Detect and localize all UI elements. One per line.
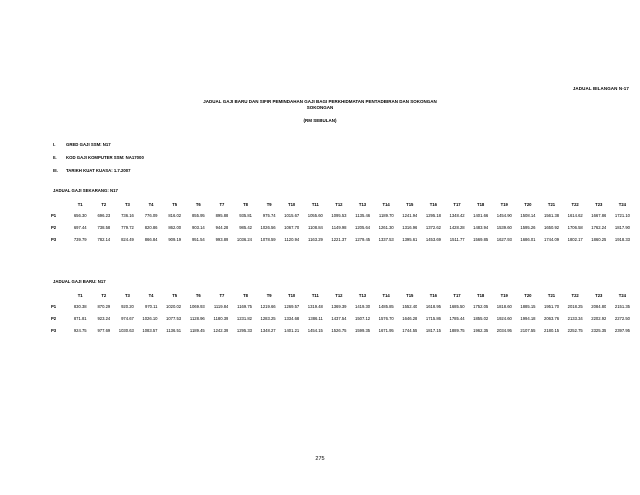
salary-cell: 1618.95 <box>425 303 441 309</box>
salary-cell: 1149.98 <box>331 224 347 230</box>
info-text: GRED GAJI SSM: N17 <box>66 142 111 147</box>
salary-cell: 1026.56 <box>260 224 276 230</box>
row-label: P1 <box>51 303 57 309</box>
row-label: P2 <box>51 315 57 321</box>
salary-cell: 738.58 <box>97 224 111 230</box>
salary-cell: 2252.75 <box>567 327 583 333</box>
salary-cell: 1561.38 <box>543 212 560 218</box>
column-header: T16 <box>429 201 437 207</box>
salary-cell: 1205.64 <box>354 224 371 230</box>
salary-cell: 2202.92 <box>591 315 607 321</box>
salary-cell: 2063.76 <box>543 315 560 321</box>
column-header: T1 <box>77 201 83 207</box>
column-header: T7 <box>219 201 225 207</box>
salary-cell: 2107.55 <box>520 327 536 333</box>
table-header-row <box>51 290 630 300</box>
current-salary-table <box>51 199 630 245</box>
column-header: T10 <box>288 201 296 207</box>
row-label: P3 <box>51 236 57 242</box>
salary-cell: 1295.33 <box>236 327 252 333</box>
info-text: KOD GAJI KOMPUTER SSM: NA17000 <box>66 155 144 160</box>
salary-cell: 870.29 <box>97 303 111 309</box>
column-header: T2 <box>101 292 107 298</box>
document-subtitle: (RM SEBULAN) <box>303 118 337 123</box>
salary-cell: 1667.86 <box>591 212 607 218</box>
salary-cell: 1030.63 <box>118 327 134 333</box>
salary-cell: 871.81 <box>73 315 87 321</box>
column-header: T12 <box>335 201 343 207</box>
column-header: T2 <box>101 201 107 207</box>
salary-cell: 1401.21 <box>284 327 300 333</box>
salary-cell: 1337.53 <box>378 236 394 242</box>
salary-cell: 1511.77 <box>449 236 465 242</box>
header-corner-cell <box>51 199 63 209</box>
salary-cell: 830.38 <box>73 303 87 309</box>
row-label: P3 <box>51 327 57 333</box>
column-header: T17 <box>453 292 461 298</box>
salary-cell: 1055.60 <box>307 212 323 218</box>
salary-cell: 2133.34 <box>567 315 583 321</box>
salary-cell: 1650.92 <box>543 224 560 230</box>
salary-cell: 1189.70 <box>378 212 394 218</box>
column-header: T3 <box>124 201 130 207</box>
column-header: T5 <box>172 292 178 298</box>
column-header: T8 <box>243 292 248 298</box>
salary-cell: 2180.15 <box>543 327 560 333</box>
column-header: T22 <box>571 292 579 298</box>
salary-cell: 1069.93 <box>189 303 205 309</box>
salary-cell: 1744.09 <box>543 236 560 242</box>
salary-cell: 1026.10 <box>142 315 158 321</box>
column-header: T14 <box>382 292 390 298</box>
salary-cell: 1401.66 <box>473 212 489 218</box>
salary-cell: 1951.70 <box>543 303 560 309</box>
salary-cell: 1671.95 <box>378 327 394 333</box>
column-header: T1 <box>77 292 83 298</box>
salary-cell: 1279.45 <box>354 236 371 242</box>
table-row <box>51 209 630 221</box>
table-row <box>51 300 630 312</box>
salary-cell: 1614.62 <box>567 212 583 218</box>
salary-cell: 970.11 <box>145 303 158 309</box>
salary-cell: 816.02 <box>168 212 182 218</box>
salary-cell: 1686.01 <box>520 236 536 242</box>
table-row <box>51 233 630 245</box>
salary-cell: 1348.27 <box>260 327 276 333</box>
salary-cell: 1885.15 <box>520 303 536 309</box>
salary-cell: 1283.25 <box>260 315 276 321</box>
column-header: T11 <box>311 292 319 298</box>
salary-cell: 1526.75 <box>331 327 347 333</box>
column-header: T18 <box>477 201 485 207</box>
salary-cell: 1924.60 <box>496 315 512 321</box>
column-header: T4 <box>148 292 154 298</box>
document-title-line2: SOKONGAN <box>306 105 334 110</box>
salary-cell: 1485.85 <box>378 303 394 309</box>
salary-cell: 1128.96 <box>189 315 205 321</box>
column-header: T21 <box>547 292 556 298</box>
salary-cell: 1508.14 <box>520 212 536 218</box>
salary-cell: 782.14 <box>97 236 111 242</box>
document-title-line1: JADUAL GAJI BARU DAN SIFIR PEMINDAHAN GAJI BAGI PERKHIDMATAN PENTADBIRAN DAN SOKONGAN <box>203 99 437 104</box>
column-header: T20 <box>524 292 532 298</box>
salary-cell: 1599.35 <box>354 327 371 333</box>
salary-cell: 1221.37 <box>331 236 347 242</box>
column-header: T8 <box>243 201 248 207</box>
salary-cell: 1231.82 <box>236 315 252 321</box>
salary-cell: 1437.54 <box>331 315 347 321</box>
column-header: T17 <box>453 201 461 207</box>
salary-cell: 1348.42 <box>449 212 465 218</box>
table-row <box>51 324 630 336</box>
salary-cell: 1817.90 <box>614 224 630 230</box>
salary-cell: 923.24 <box>97 315 111 321</box>
salary-cell: 1136.51 <box>166 327 182 333</box>
salary-cell: 855.95 <box>191 212 205 218</box>
salary-cell: 1369.39 <box>331 303 347 309</box>
salary-cell: 1454.90 <box>496 212 512 218</box>
salary-cell: 1261.30 <box>378 224 394 230</box>
salary-cell: 1295.18 <box>425 212 441 218</box>
salary-cell: 1428.28 <box>449 224 465 230</box>
salary-cell: 1269.57 <box>284 303 300 309</box>
salary-cell: 1180.39 <box>213 315 229 321</box>
salary-cell: 1762.24 <box>591 224 607 230</box>
salary-cell: 1095.53 <box>331 212 347 218</box>
salary-cell: 1721.10 <box>614 212 630 218</box>
row-label: P1 <box>51 212 57 218</box>
new-salary-table <box>51 290 630 336</box>
salary-cell: 1706.58 <box>567 224 583 230</box>
salary-cell: 1817.15 <box>425 327 441 333</box>
salary-cell: 1818.60 <box>496 303 512 309</box>
new-salary-title: JADUAL GAJI BARU: N17 <box>53 279 106 284</box>
salary-cell: 2325.35 <box>591 327 607 333</box>
salary-cell: 924.75 <box>73 327 87 333</box>
salary-cell: 824.49 <box>121 236 134 242</box>
salary-cell: 779.72 <box>121 224 134 230</box>
salary-cell: 1242.39 <box>213 327 229 333</box>
salary-cell: 1334.68 <box>284 315 300 321</box>
table-number: JADUAL BILANGAN N-17 <box>572 86 629 91</box>
column-header: T19 <box>500 292 508 298</box>
column-header: T13 <box>358 292 367 298</box>
salary-cell: 1319.48 <box>307 303 323 309</box>
info-effective-date <box>53 168 131 173</box>
column-header: T9 <box>266 201 272 207</box>
salary-cell: 1189.45 <box>189 327 205 333</box>
column-header: T4 <box>148 201 154 207</box>
salary-cell: 2018.25 <box>567 303 583 309</box>
salary-cell: 1552.40 <box>402 303 418 309</box>
salary-cell: 1135.46 <box>355 212 371 218</box>
salary-cell: 909.19 <box>168 236 182 242</box>
info-grade <box>53 142 111 147</box>
salary-cell: 1646.28 <box>402 315 418 321</box>
salary-cell: 1576.70 <box>378 315 394 321</box>
column-header: T23 <box>595 292 603 298</box>
salary-cell: 776.09 <box>144 212 158 218</box>
salary-cell: 1163.29 <box>308 236 323 242</box>
salary-cell: 944.28 <box>215 224 229 230</box>
salary-cell: 1372.62 <box>425 224 441 230</box>
salary-cell: 1078.59 <box>260 236 276 242</box>
salary-cell: 1020.02 <box>165 303 182 309</box>
salary-cell: 1067.70 <box>284 224 300 230</box>
salary-cell: 1453.69 <box>425 236 441 242</box>
column-header: T16 <box>429 292 437 298</box>
salary-cell: 2034.95 <box>496 327 512 333</box>
table-row <box>51 312 630 324</box>
column-header: T18 <box>477 292 485 298</box>
salary-cell: 2151.35 <box>614 303 630 309</box>
column-header: T22 <box>571 201 579 207</box>
column-header: T6 <box>195 201 201 207</box>
column-header: T15 <box>406 201 414 207</box>
salary-cell: 895.88 <box>215 212 229 218</box>
salary-cell: 862.00 <box>168 224 182 230</box>
column-header: T21 <box>547 201 556 207</box>
salary-cell: 975.74 <box>262 212 276 218</box>
column-header: T15 <box>406 292 414 298</box>
salary-cell: 1785.44 <box>449 315 465 321</box>
salary-cell: 1994.18 <box>520 315 536 321</box>
column-header: T3 <box>124 292 130 298</box>
salary-cell: 1744.55 <box>402 327 418 333</box>
info-text: TARIKH KUAT KUASA: 1.7.2007 <box>66 168 131 173</box>
salary-cell: 1539.60 <box>496 224 512 230</box>
salary-cell: 1889.75 <box>449 327 465 333</box>
salary-cell: 2397.95 <box>614 327 630 333</box>
column-header: T10 <box>288 292 296 298</box>
salary-cell: 2272.50 <box>614 315 630 321</box>
info-number: II. <box>53 155 57 160</box>
salary-cell: 1595.26 <box>520 224 536 230</box>
salary-cell: 1627.93 <box>496 236 512 242</box>
salary-cell: 1015.67 <box>284 212 300 218</box>
salary-cell: 903.14 <box>191 224 205 230</box>
info-number: I. <box>53 142 56 147</box>
row-label: P2 <box>51 224 57 230</box>
salary-cell: 1454.15 <box>307 327 323 333</box>
salary-cell: 1219.66 <box>260 303 276 309</box>
salary-cell: 1569.85 <box>473 236 489 242</box>
salary-cell: 1316.96 <box>402 224 418 230</box>
salary-cell: 739.79 <box>73 236 87 242</box>
column-header: T19 <box>500 201 508 207</box>
salary-cell: 820.86 <box>144 224 158 230</box>
salary-cell: 1241.94 <box>402 212 418 218</box>
salary-cell: 1507.12 <box>354 315 371 321</box>
salary-cell: 1395.61 <box>402 236 418 242</box>
salary-cell: 1860.25 <box>591 236 607 242</box>
column-header: T7 <box>219 292 225 298</box>
info-number: III. <box>53 168 58 173</box>
salary-cell: 1108.84 <box>308 224 323 230</box>
column-header: T24 <box>618 201 626 207</box>
salary-cell: 1169.75 <box>237 303 252 309</box>
salary-cell: 920.20 <box>121 303 134 309</box>
salary-cell: 951.54 <box>191 236 205 242</box>
column-header: T23 <box>595 201 603 207</box>
salary-cell: 697.44 <box>73 224 87 230</box>
salary-cell: 2084.80 <box>591 303 607 309</box>
current-salary-title: JADUAL GAJI SEKARANG: N17 <box>53 188 118 193</box>
salary-cell: 1083.57 <box>142 327 158 333</box>
salary-cell: 1419.30 <box>354 303 371 309</box>
salary-cell: 985.42 <box>239 224 252 230</box>
salary-cell: 1752.05 <box>473 303 489 309</box>
salary-cell: 1685.50 <box>449 303 465 309</box>
salary-cell: 977.69 <box>97 327 111 333</box>
salary-cell: 1119.84 <box>213 303 229 309</box>
column-header: T20 <box>524 201 532 207</box>
salary-cell: 935.81 <box>239 212 252 218</box>
info-salary-code <box>53 155 144 160</box>
salary-cell: 866.84 <box>144 236 158 242</box>
column-header: T9 <box>266 292 272 298</box>
salary-cell: 1077.53 <box>165 315 182 321</box>
column-header: T5 <box>172 201 178 207</box>
column-header: T13 <box>358 201 367 207</box>
salary-cell: 1036.24 <box>236 236 252 242</box>
salary-cell: 1386.11 <box>308 315 323 321</box>
salary-cell: 1120.94 <box>284 236 300 242</box>
salary-cell: 1802.17 <box>567 236 583 242</box>
salary-cell: 1715.86 <box>425 315 441 321</box>
page-number: 275 <box>315 456 325 462</box>
column-header: T6 <box>195 292 201 298</box>
salary-cell: 736.16 <box>121 212 134 218</box>
salary-cell: 1918.33 <box>614 236 630 242</box>
table-header-row <box>51 199 630 209</box>
header-corner-cell <box>51 290 63 300</box>
column-header: T24 <box>618 292 626 298</box>
column-header: T11 <box>311 201 319 207</box>
column-header: T14 <box>382 201 390 207</box>
salary-cell: 656.30 <box>73 212 87 218</box>
salary-cell: 993.89 <box>215 236 229 242</box>
salary-cell: 1855.02 <box>473 315 489 321</box>
salary-cell: 974.67 <box>121 315 134 321</box>
salary-cell: 696.23 <box>97 212 111 218</box>
table-row <box>51 221 630 233</box>
salary-cell: 1483.94 <box>473 224 489 230</box>
salary-cell: 1962.35 <box>473 327 489 333</box>
column-header: T12 <box>335 292 343 298</box>
